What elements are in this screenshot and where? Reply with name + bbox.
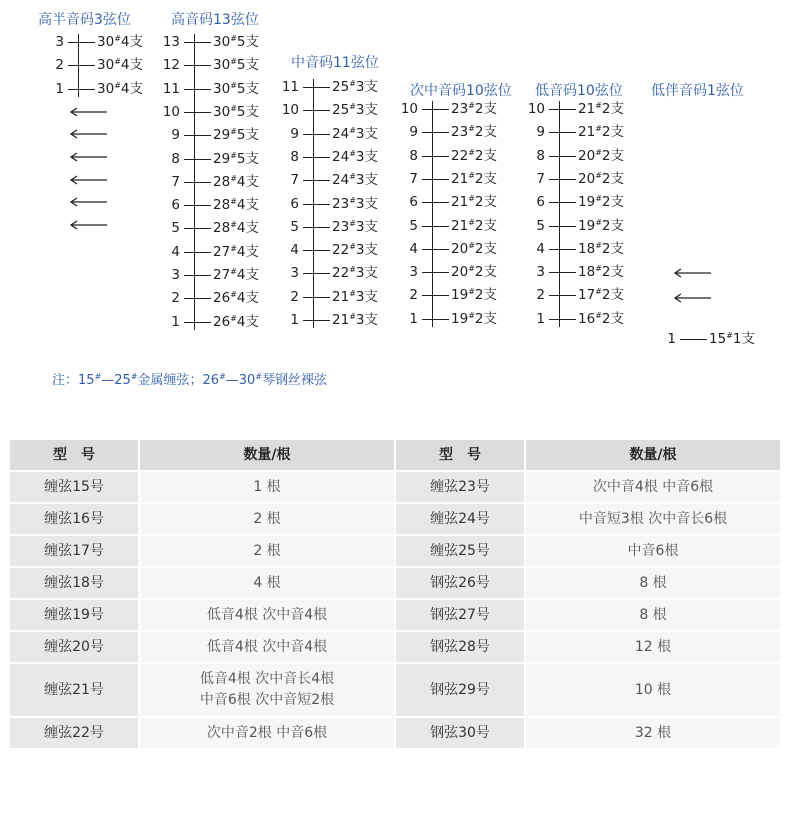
string-number: 3 xyxy=(290,265,299,282)
left-arrow-icon xyxy=(673,293,713,303)
quantity-cell: 次中音2根 中音6根 xyxy=(140,718,394,748)
model-cell: 缠弦22号 xyxy=(10,718,138,748)
model-cell: 钢弦30号 xyxy=(396,718,524,748)
table-row xyxy=(10,664,780,716)
string-tick xyxy=(184,65,211,66)
section-title-tenor: 次中音码10弦位 xyxy=(410,83,512,99)
table-row xyxy=(10,632,780,662)
left-arrow-icon xyxy=(69,107,109,117)
model-cell: 缠弦20号 xyxy=(10,632,138,662)
string-gauge: 24#3支 xyxy=(332,125,378,142)
string-gauge: 20#2支 xyxy=(451,264,497,281)
string-number: 10 xyxy=(400,101,418,117)
header-model: 型 号 xyxy=(10,440,138,470)
table-row xyxy=(10,536,780,566)
string-tick xyxy=(549,249,576,250)
quantity-cell: 中音6根 xyxy=(526,536,780,566)
quantity-cell: 2 根 xyxy=(140,504,394,534)
string-tick xyxy=(549,179,576,180)
left-arrow-icon xyxy=(673,268,713,278)
string-number: 5 xyxy=(409,217,418,234)
string-number: 1 xyxy=(171,313,180,330)
string-number: 1 xyxy=(667,331,676,347)
table-row xyxy=(10,718,780,748)
string-number: 9 xyxy=(290,125,299,142)
quantity-cell: 低音4根 次中音4根 xyxy=(140,632,394,662)
string-gauge: 26#4支 xyxy=(213,290,259,307)
string-gauge: 16#2支 xyxy=(578,310,624,327)
section-title-bass: 低音码10弦位 xyxy=(535,83,623,99)
string-row xyxy=(0,56,790,74)
left-arrow-icon xyxy=(69,129,109,139)
string-number: 2 xyxy=(290,288,299,305)
string-number: 7 xyxy=(290,172,299,189)
quantity-cell: 低音4根 次中音长4根 中音6根 次中音短2根 xyxy=(140,664,394,716)
string-number: 9 xyxy=(536,124,545,141)
string-row xyxy=(0,33,790,51)
section-title-middle: 中音码11弦位 xyxy=(291,55,379,71)
string-number: 4 xyxy=(171,243,180,260)
string-gauge: 19#2支 xyxy=(578,217,624,234)
string-number: 1 xyxy=(290,312,299,328)
string-tick xyxy=(303,87,330,88)
string-gauge: 18#2支 xyxy=(578,264,624,281)
string-gauge: 17#2支 xyxy=(578,287,624,304)
string-row xyxy=(0,263,790,281)
string-number: 2 xyxy=(171,290,180,307)
string-gauge: 25#3支 xyxy=(332,102,378,119)
string-number: 3 xyxy=(536,264,545,281)
model-cell: 缠弦25号 xyxy=(396,536,524,566)
string-number: 1 xyxy=(55,80,64,97)
string-number: 3 xyxy=(55,34,64,50)
string-gauge: 29#5支 xyxy=(213,150,259,167)
string-number: 8 xyxy=(290,148,299,165)
string-number: 10 xyxy=(162,103,180,120)
string-number: 2 xyxy=(409,287,418,304)
string-gauge: 18#2支 xyxy=(578,240,624,257)
string-number: 5 xyxy=(536,217,545,234)
string-gauge: 20#2支 xyxy=(578,170,624,187)
string-number: 1 xyxy=(409,310,418,327)
string-gauge: 22#3支 xyxy=(332,265,378,282)
string-gauge: 26#4支 xyxy=(213,313,259,330)
string-number: 10 xyxy=(281,102,299,119)
string-number: 6 xyxy=(536,194,545,211)
table-row xyxy=(10,600,780,630)
string-gauge: 21#3支 xyxy=(332,312,378,328)
string-row xyxy=(0,123,790,141)
quantity-cell: 10 根 xyxy=(526,664,780,716)
string-tick xyxy=(549,272,576,273)
string-gauge: 21#2支 xyxy=(578,101,624,117)
model-cell: 缠弦23号 xyxy=(396,472,524,502)
header-quantity: 数量/根 xyxy=(526,440,780,470)
string-gauge: 28#4支 xyxy=(213,197,259,214)
string-gauge: 23#2支 xyxy=(451,101,497,117)
string-number: 5 xyxy=(171,220,180,237)
table-row xyxy=(10,568,780,598)
note-text: 注：15#—25#金属缠弦；26#—30#琴钢丝裸弦 xyxy=(52,372,328,388)
string-tick xyxy=(549,156,576,157)
string-gauge: 30#4支 xyxy=(97,80,143,97)
string-number: 4 xyxy=(409,240,418,257)
string-number: 10 xyxy=(527,101,545,117)
quantity-cell: 12 根 xyxy=(526,632,780,662)
string-gauge: 24#3支 xyxy=(332,148,378,165)
quantity-cell: 4 根 xyxy=(140,568,394,598)
string-tick xyxy=(549,202,576,203)
string-number: 7 xyxy=(409,170,418,187)
string-gauge: 20#2支 xyxy=(578,147,624,164)
quantity-cell: 8 根 xyxy=(526,568,780,598)
string-gauge: 30#4支 xyxy=(97,57,143,74)
string-gauge: 21#2支 xyxy=(451,194,497,211)
quantity-cell: 32 根 xyxy=(526,718,780,748)
string-number: 11 xyxy=(281,79,299,95)
string-number: 7 xyxy=(536,170,545,187)
string-number: 2 xyxy=(55,57,64,74)
quantity-cell: 低音4根 次中音4根 xyxy=(140,600,394,630)
string-row xyxy=(0,217,790,235)
model-cell: 钢弦29号 xyxy=(396,664,524,716)
string-row xyxy=(0,100,790,118)
model-cell: 钢弦27号 xyxy=(396,600,524,630)
string-gauge: 25#3支 xyxy=(332,79,378,95)
string-number: 5 xyxy=(290,218,299,235)
string-gauge: 22#3支 xyxy=(332,242,378,259)
string-number: 3 xyxy=(409,264,418,281)
string-number: 11 xyxy=(162,80,180,97)
string-number: 12 xyxy=(162,57,180,74)
string-row xyxy=(0,170,790,188)
string-tick xyxy=(549,319,576,320)
string-number: 3 xyxy=(171,267,180,283)
section-title-bass-accomp: 低伴音码1弦位 xyxy=(651,83,744,99)
string-tick xyxy=(549,109,576,110)
string-gauge: 23#2支 xyxy=(451,124,497,141)
table-header xyxy=(10,440,780,470)
model-cell: 缠弦17号 xyxy=(10,536,138,566)
string-number: 6 xyxy=(409,194,418,211)
model-cell: 钢弦28号 xyxy=(396,632,524,662)
model-cell: 缠弦15号 xyxy=(10,472,138,502)
string-row xyxy=(0,330,790,348)
string-gauge: 24#3支 xyxy=(332,172,378,189)
string-number: 13 xyxy=(162,34,180,50)
string-gauge: 30#5支 xyxy=(213,57,259,74)
left-arrow-icon xyxy=(69,175,109,185)
left-arrow-icon xyxy=(69,220,109,230)
quantity-cell: 中音短3根 次中音长6根 xyxy=(526,504,780,534)
model-cell: 缠弦16号 xyxy=(10,504,138,534)
string-tick xyxy=(680,339,707,340)
string-row xyxy=(0,310,790,328)
string-gauge: 19#2支 xyxy=(451,310,497,327)
string-tick xyxy=(549,295,576,296)
quantity-cell: 2 根 xyxy=(140,536,394,566)
string-layout-diagram xyxy=(0,0,790,388)
string-tick xyxy=(549,226,576,227)
string-gauge: 20#2支 xyxy=(451,240,497,257)
model-cell: 缠弦19号 xyxy=(10,600,138,630)
string-gauge: 27#4支 xyxy=(213,267,259,283)
string-tick xyxy=(184,42,211,43)
string-gauge: 19#2支 xyxy=(451,287,497,304)
string-row xyxy=(0,240,790,258)
string-row xyxy=(0,193,790,211)
string-gauge: 30#5支 xyxy=(213,103,259,120)
string-gauge: 22#2支 xyxy=(451,147,497,164)
table-row xyxy=(10,504,780,534)
string-gauge: 21#2支 xyxy=(451,217,497,234)
string-tick xyxy=(549,132,576,133)
string-number: 9 xyxy=(409,124,418,141)
string-number: 2 xyxy=(536,287,545,304)
string-number: 6 xyxy=(171,197,180,214)
string-gauge: 15#1支 xyxy=(709,331,755,347)
table-row xyxy=(10,472,780,502)
header-quantity: 数量/根 xyxy=(140,440,394,470)
header-model: 型 号 xyxy=(396,440,524,470)
model-cell: 缠弦21号 xyxy=(10,664,138,716)
string-row xyxy=(0,147,790,165)
string-number: 8 xyxy=(409,147,418,164)
string-gauge: 30#5支 xyxy=(213,80,259,97)
string-number: 4 xyxy=(290,242,299,259)
string-gauge: 30#5支 xyxy=(213,34,259,50)
model-cell: 钢弦26号 xyxy=(396,568,524,598)
left-arrow-icon xyxy=(69,197,109,207)
string-gauge: 21#2支 xyxy=(451,170,497,187)
model-cell: 缠弦24号 xyxy=(396,504,524,534)
section-title-high-semitone: 高半音码3弦位 xyxy=(38,12,131,28)
string-gauge: 23#3支 xyxy=(332,218,378,235)
string-number: 6 xyxy=(290,195,299,212)
string-gauge: 21#3支 xyxy=(332,288,378,305)
string-number: 9 xyxy=(171,127,180,144)
string-number: 8 xyxy=(171,150,180,167)
string-gauge: 23#3支 xyxy=(332,195,378,212)
string-number: 7 xyxy=(171,173,180,190)
section-title-high: 高音码13弦位 xyxy=(171,12,259,28)
string-number: 8 xyxy=(536,147,545,164)
string-gauge: 29#5支 xyxy=(213,127,259,144)
string-number: 4 xyxy=(536,240,545,257)
string-row xyxy=(0,286,790,304)
string-gauge: 28#4支 xyxy=(213,220,259,237)
quantity-cell: 1 根 xyxy=(140,472,394,502)
string-gauge: 19#2支 xyxy=(578,194,624,211)
string-number: 1 xyxy=(536,310,545,327)
quantity-cell: 8 根 xyxy=(526,600,780,630)
string-gauge: 28#4支 xyxy=(213,173,259,190)
quantity-cell: 次中音4根 中音6根 xyxy=(526,472,780,502)
string-gauge: 27#4支 xyxy=(213,243,259,260)
string-gauge: 30#4支 xyxy=(97,34,143,50)
string-gauge: 21#2支 xyxy=(578,124,624,141)
model-cell: 缠弦18号 xyxy=(10,568,138,598)
left-arrow-icon xyxy=(69,152,109,162)
